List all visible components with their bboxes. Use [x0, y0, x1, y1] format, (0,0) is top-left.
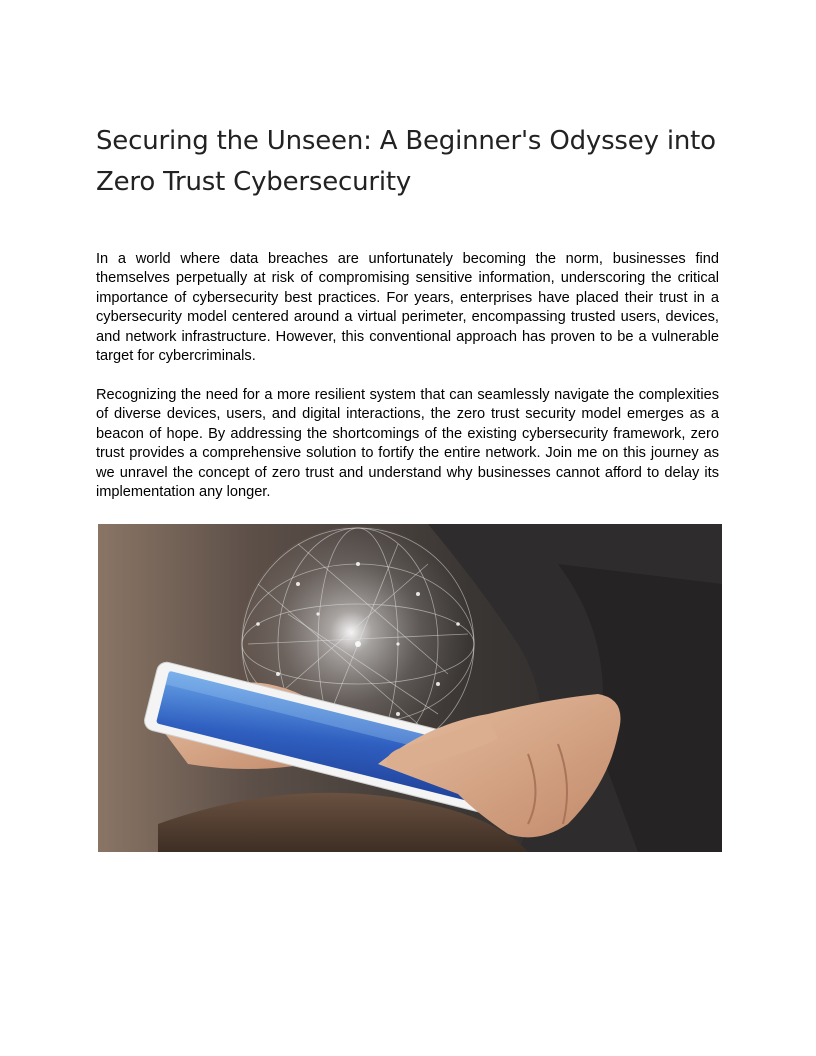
tablet-network-photo	[98, 524, 722, 852]
document-title: Securing the Unseen: A Beginner's Odyssey into Zero Trust Cybersecurity	[96, 126, 716, 197]
intro-paragraph: In a world where data breaches are unfortunately becoming the norm, businesses find themselves perpetually at risk of compromising sensitive information, underscoring the critical importance of cybersecurity best practices. For years, enterprises have placed their trust in a cybersecurity model centered around a virtual perimeter, encompassing trusted users, devices, and network infrastructure. However, this conventional approach has proven to be a vulnerable target for cybercriminals.	[96, 251, 719, 365]
second-paragraph: Recognizing the need for a more resilient system that can seamlessly navigate the complexities of diverse devices, users, and digital interactions, the zero trust security model emerges as a beacon of hope. By addressing the shortcomings of the existing cybersecurity framework, zero trust provides a comprehensive solution to fortify the entire network. Join me on this journey as we unravel the concept of zero trust and understand why businesses cannot afford to delay its implementation any longer.	[96, 387, 719, 501]
